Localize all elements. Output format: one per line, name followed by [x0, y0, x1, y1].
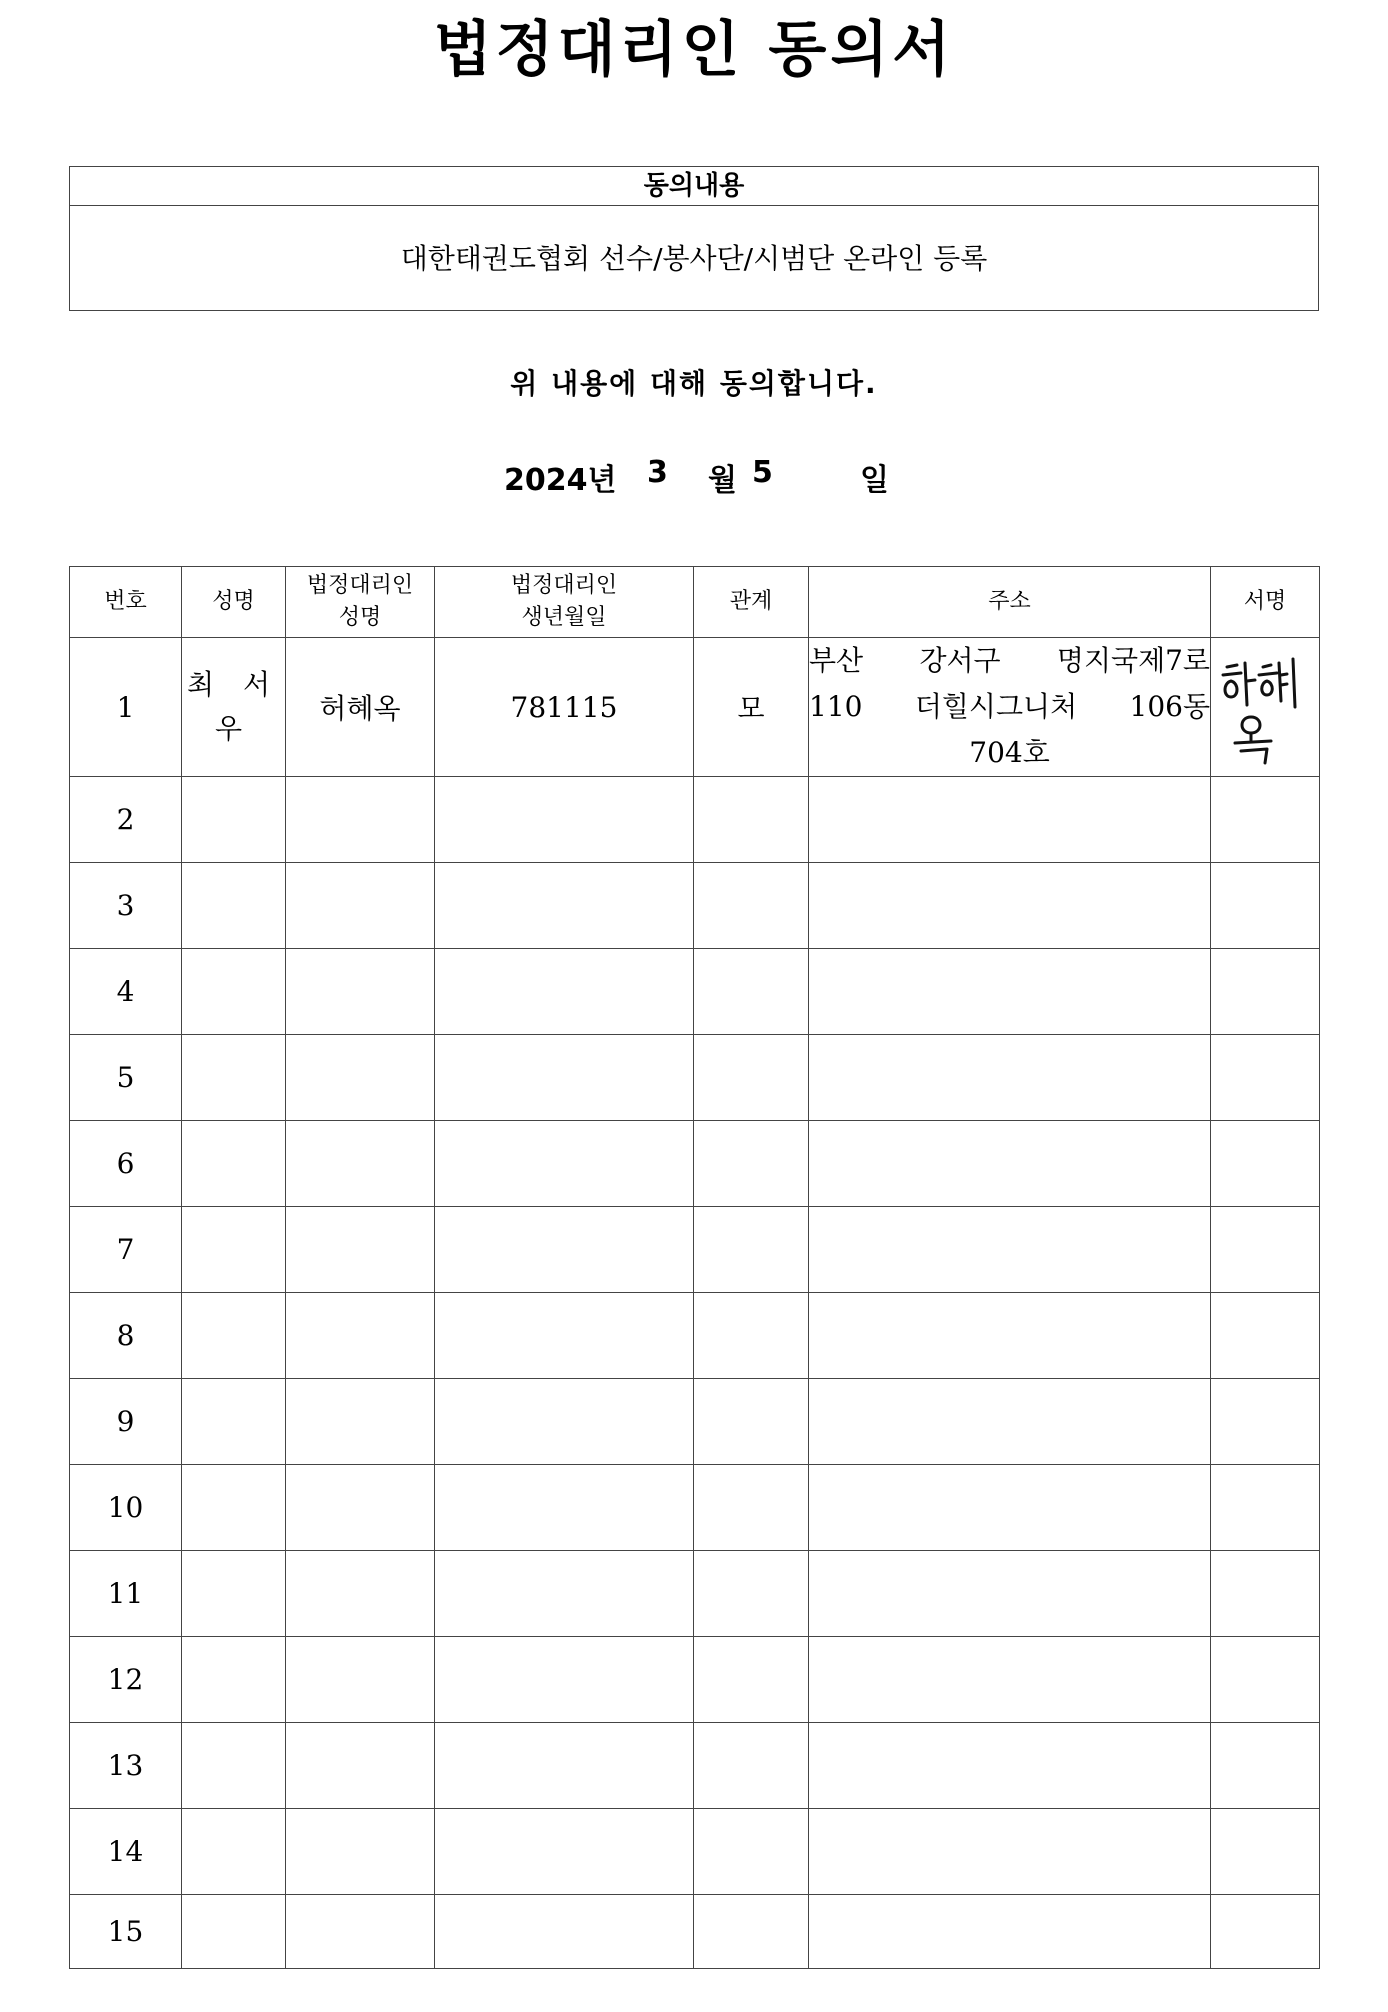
cell-number: 5	[70, 1035, 182, 1121]
address-line-3	[809, 730, 1210, 776]
cell-number: 8	[70, 1293, 182, 1379]
cell-number: 12	[70, 1637, 182, 1723]
address-line-2	[809, 684, 1210, 730]
cell-number: 1	[70, 638, 182, 777]
address-part: 강서구	[919, 644, 1001, 677]
table-row	[70, 1723, 1320, 1809]
date-month-unit: 월	[708, 463, 737, 498]
date-month: 3	[647, 455, 668, 490]
table-row	[70, 1035, 1320, 1121]
cell-relation: 모	[694, 638, 809, 777]
address-part: 부산	[809, 644, 864, 677]
address-part: 106동	[1129, 690, 1210, 723]
consent-text: 대한태권도협회 선수/봉사단/시범단 온라인 등록	[400, 242, 988, 275]
header-guardian-birth-line1: 법정대리인	[510, 573, 618, 598]
table-row	[70, 777, 1320, 863]
table-row	[70, 1207, 1320, 1293]
date-day-unit: 일	[860, 463, 889, 498]
cell-signature	[1211, 638, 1320, 777]
cell-number: 3	[70, 863, 182, 949]
cell-address	[809, 638, 1211, 777]
table-row	[70, 638, 1320, 777]
header-guardian-name-line1: 법정대리인	[306, 573, 414, 598]
address-part: 704호	[969, 736, 1050, 769]
cell-number: 7	[70, 1207, 182, 1293]
cell-number: 4	[70, 949, 182, 1035]
page-title: 법정대리인 동의서	[433, 15, 955, 85]
cell-number: 15	[70, 1895, 182, 1969]
table-row	[70, 1551, 1320, 1637]
address-line-1	[809, 638, 1210, 684]
handwritten-signature	[1217, 647, 1313, 767]
date-year: 2024년	[504, 463, 617, 498]
table-row	[70, 863, 1320, 949]
cell-number: 13	[70, 1723, 182, 1809]
address-part: 110	[809, 690, 863, 723]
header-name: 성명	[182, 567, 286, 638]
guardian-table	[69, 566, 1320, 1969]
cell-number: 14	[70, 1809, 182, 1895]
header-guardian-name	[286, 567, 435, 638]
cell-number: 2	[70, 777, 182, 863]
header-number: 번호	[70, 567, 182, 638]
agreement-statement: 위 내용에 대해 동의합니다.	[510, 367, 878, 400]
date-line	[0, 455, 1388, 498]
cell-name: 최 서 우	[182, 638, 286, 777]
address-part: 더힐시그니처	[914, 690, 1078, 723]
table-row	[70, 1895, 1320, 1969]
cell-number: 11	[70, 1551, 182, 1637]
header-guardian-name-line2: 성명	[338, 605, 382, 630]
cell-number: 10	[70, 1465, 182, 1551]
table-row	[70, 1465, 1320, 1551]
cell-guardian-name: 허혜옥	[286, 638, 435, 777]
address-part: 명지국제7로	[1056, 644, 1210, 677]
header-signature: 서명	[1211, 567, 1320, 638]
cell-number: 6	[70, 1121, 182, 1207]
table-row	[70, 1293, 1320, 1379]
table-row	[70, 1379, 1320, 1465]
table-row	[70, 1809, 1320, 1895]
header-guardian-birth-line2: 생년월일	[521, 605, 607, 630]
table-row	[70, 1121, 1320, 1207]
date-day: 5	[752, 455, 773, 490]
table-row	[70, 949, 1320, 1035]
cell-number: 9	[70, 1379, 182, 1465]
table-header-row	[70, 567, 1320, 638]
consent-header: 동의내용	[70, 167, 1318, 206]
cell-guardian-birth: 781115	[435, 638, 694, 777]
header-address: 주소	[809, 567, 1211, 638]
consent-box	[69, 166, 1319, 311]
header-guardian-birth	[435, 567, 694, 638]
header-relation: 관계	[694, 567, 809, 638]
table-row	[70, 1637, 1320, 1723]
